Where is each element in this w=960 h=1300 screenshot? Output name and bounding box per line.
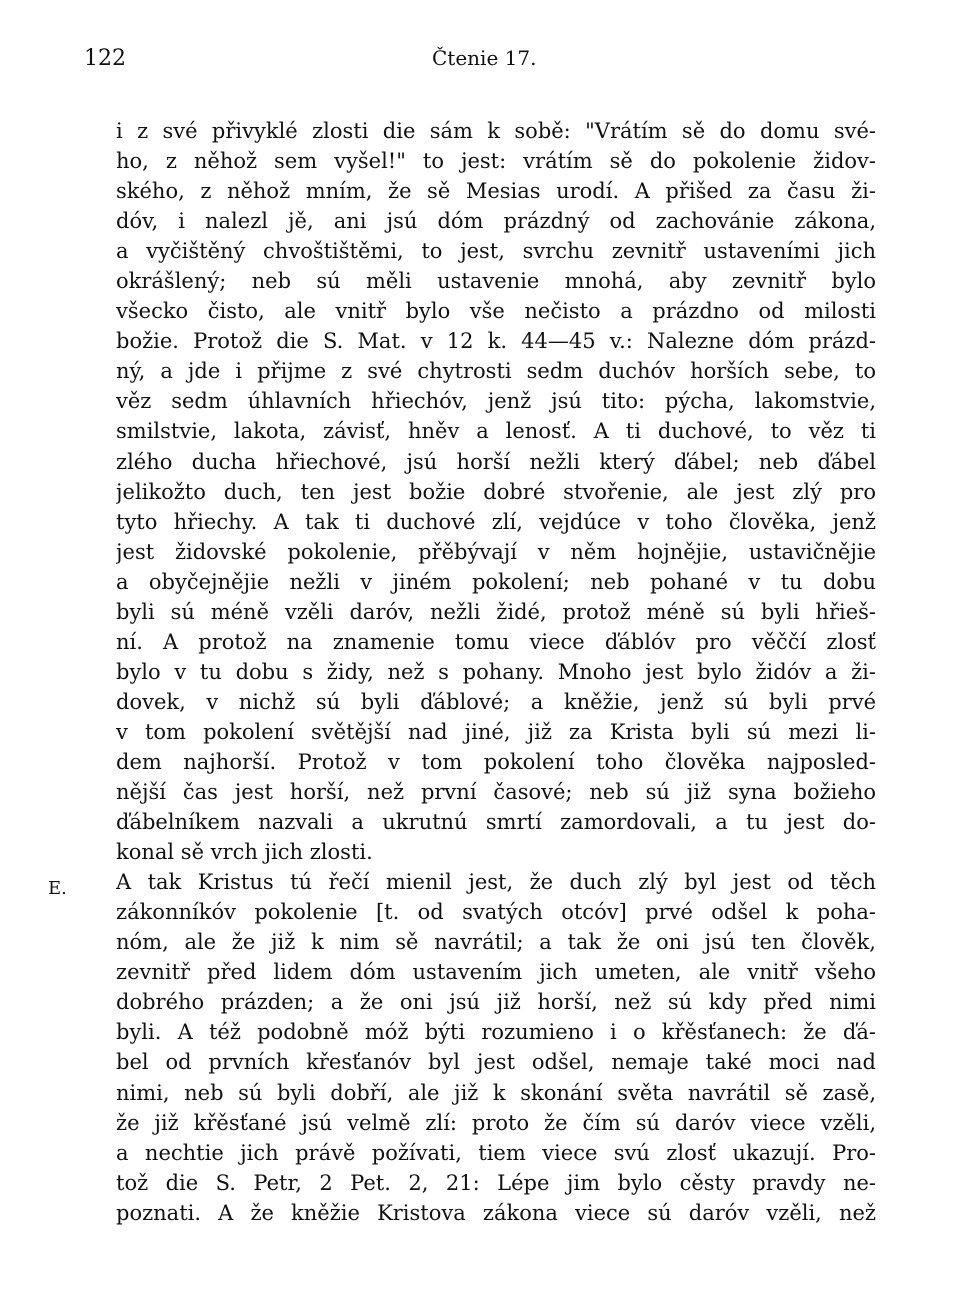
body-text [116,116,876,1228]
text-line: dem najhorší. Protož v tom pokolení toho člověka najposled- [116,749,876,774]
text-line: ho, z něhož sem vyšel!" to jest: vrátím sě do pokolenie židov- [116,149,876,174]
text-line: nóm, ale že již k nim sě navrátil; a tak že oni jsú ten člověk, [116,930,876,955]
text-line: všecko čisto, ale vnitř bylo vše nečisto a prázdno od milosti [116,299,876,324]
margin-marker: E. [48,878,67,899]
text-line: že již křěsťané jsú velmě zlí: proto že čím sú daróv viece vzěli, [116,1110,876,1135]
text-line: ského, z něhož mním, že sě Mesias urodí. A přišed za času ži- [116,179,876,204]
running-title: Čtenie 17. [432,46,537,70]
text-line: nimi, neb sú byli dobří, ale již k skonání světa navrátil sě zasě, [116,1080,876,1105]
text-line: zevnitř před lidem dóm ustavením jich umeten, ale vnitř všeho [116,960,876,985]
text-line: byli. A též podobně mόž býti rozumieno i o křěsťanech: že ďá- [116,1020,876,1045]
text-line: ďábelníkem nazvali a ukrutnú smrtí zamordovali, a tu jest do- [116,810,876,835]
text-line: nější čas jest horší, než první časové; neb sú již syna božieho [116,780,876,805]
text-line: dóv, i nalezl jě, ani jsú dóm prázdný od zachovánie zákona, [116,209,876,234]
text-line: tyto hřiechy. A tak ti duchové zlí, vejdúce v toho člověka, jenž [116,509,876,534]
text-line: a obyčejnějie nežli v jiném pokolení; neb pohané v tu dobu [116,569,876,594]
text-line: a vyčištěný chvoštištěmi, to jest, svrchu zevnitř ustaveními jich [116,239,876,264]
text-line: okrášlený; neb sú měli ustavenie mnohá, aby zevnitř bylo [116,269,876,294]
text-line: a nechtie jich právě požívati, tiem viece svú zlosť ukazují. Pro- [116,1140,876,1165]
text-line: ný, a jde i přijme z své chytrosti sedm duchóv horších sebe, to [116,359,876,384]
text-line: smilstvie, lakota, závisť, hněv a lenosť. A ti duchové, to věz ti [116,419,876,444]
text-line: bel od prvních křesťanóv byl jest odšel, nemaje také moci nad [116,1050,876,1075]
text-line: bylo v tu dobu s židy, než s pohany. Mnoho jest bylo židóv a ži- [116,659,876,684]
text-line: konal sě vrch jich zlosti. [116,840,373,865]
text-line: poznati. A že kněžie Kristova zákona viece sú daróv vzěli, než [116,1200,876,1225]
text-line: byli sú méně vzěli daróv, nežli židé, protož méně sú byli hřieš- [116,599,876,624]
text-line: i z své přivyklé zlosti die sám k sobě: "Vrátím sě do domu své- [116,119,876,143]
text-line: dovek, v nichž sú byli ďáblové; a kněžie, jenž sú byli prvé [116,689,876,714]
text-line: zlého ducha hřiechové, jsú horší nežli který ďábel; neb ďábel [116,449,876,474]
text-line: božie. Protož die S. Mat. v 12 k. 44—45 v.: Nalezne dóm prázd- [116,329,876,354]
text-line: věz sedm úhlavních hřiechóv, jenž jsú tito: pýcha, lakomstvie, [116,389,876,414]
text-line: zákonníkóv pokolenie [t. od svatých otcóv] prvé odšel k poha- [116,900,876,925]
text-line: dobrého prázden; a že oni jsú již horší, než sú kdy před nimi [116,990,876,1015]
text-line: jelikožto duch, ten jest božie dobré stvořenie, ale jest zlý pro [116,479,876,504]
text-line: A tak Kristus tú řečí mienil jest, že duch zlý byl jest od těch [116,870,876,895]
text-line: v tom pokolení světější nad jiné, již za Krista byli sú mezi li- [116,719,876,744]
text-line: tož die S. Petr, 2 Pet. 2, 21: Lépe jim bylo cěsty pravdy ne- [116,1170,876,1195]
text-line: ní. A protož na znamenie tomu viece ďáblóv pro věččí zlosť [116,629,876,654]
text-line: jest židovské pokolenie, přěbývají v něm hojnějie, ustavičnějie [116,539,876,564]
page-number: 122 [84,46,126,71]
